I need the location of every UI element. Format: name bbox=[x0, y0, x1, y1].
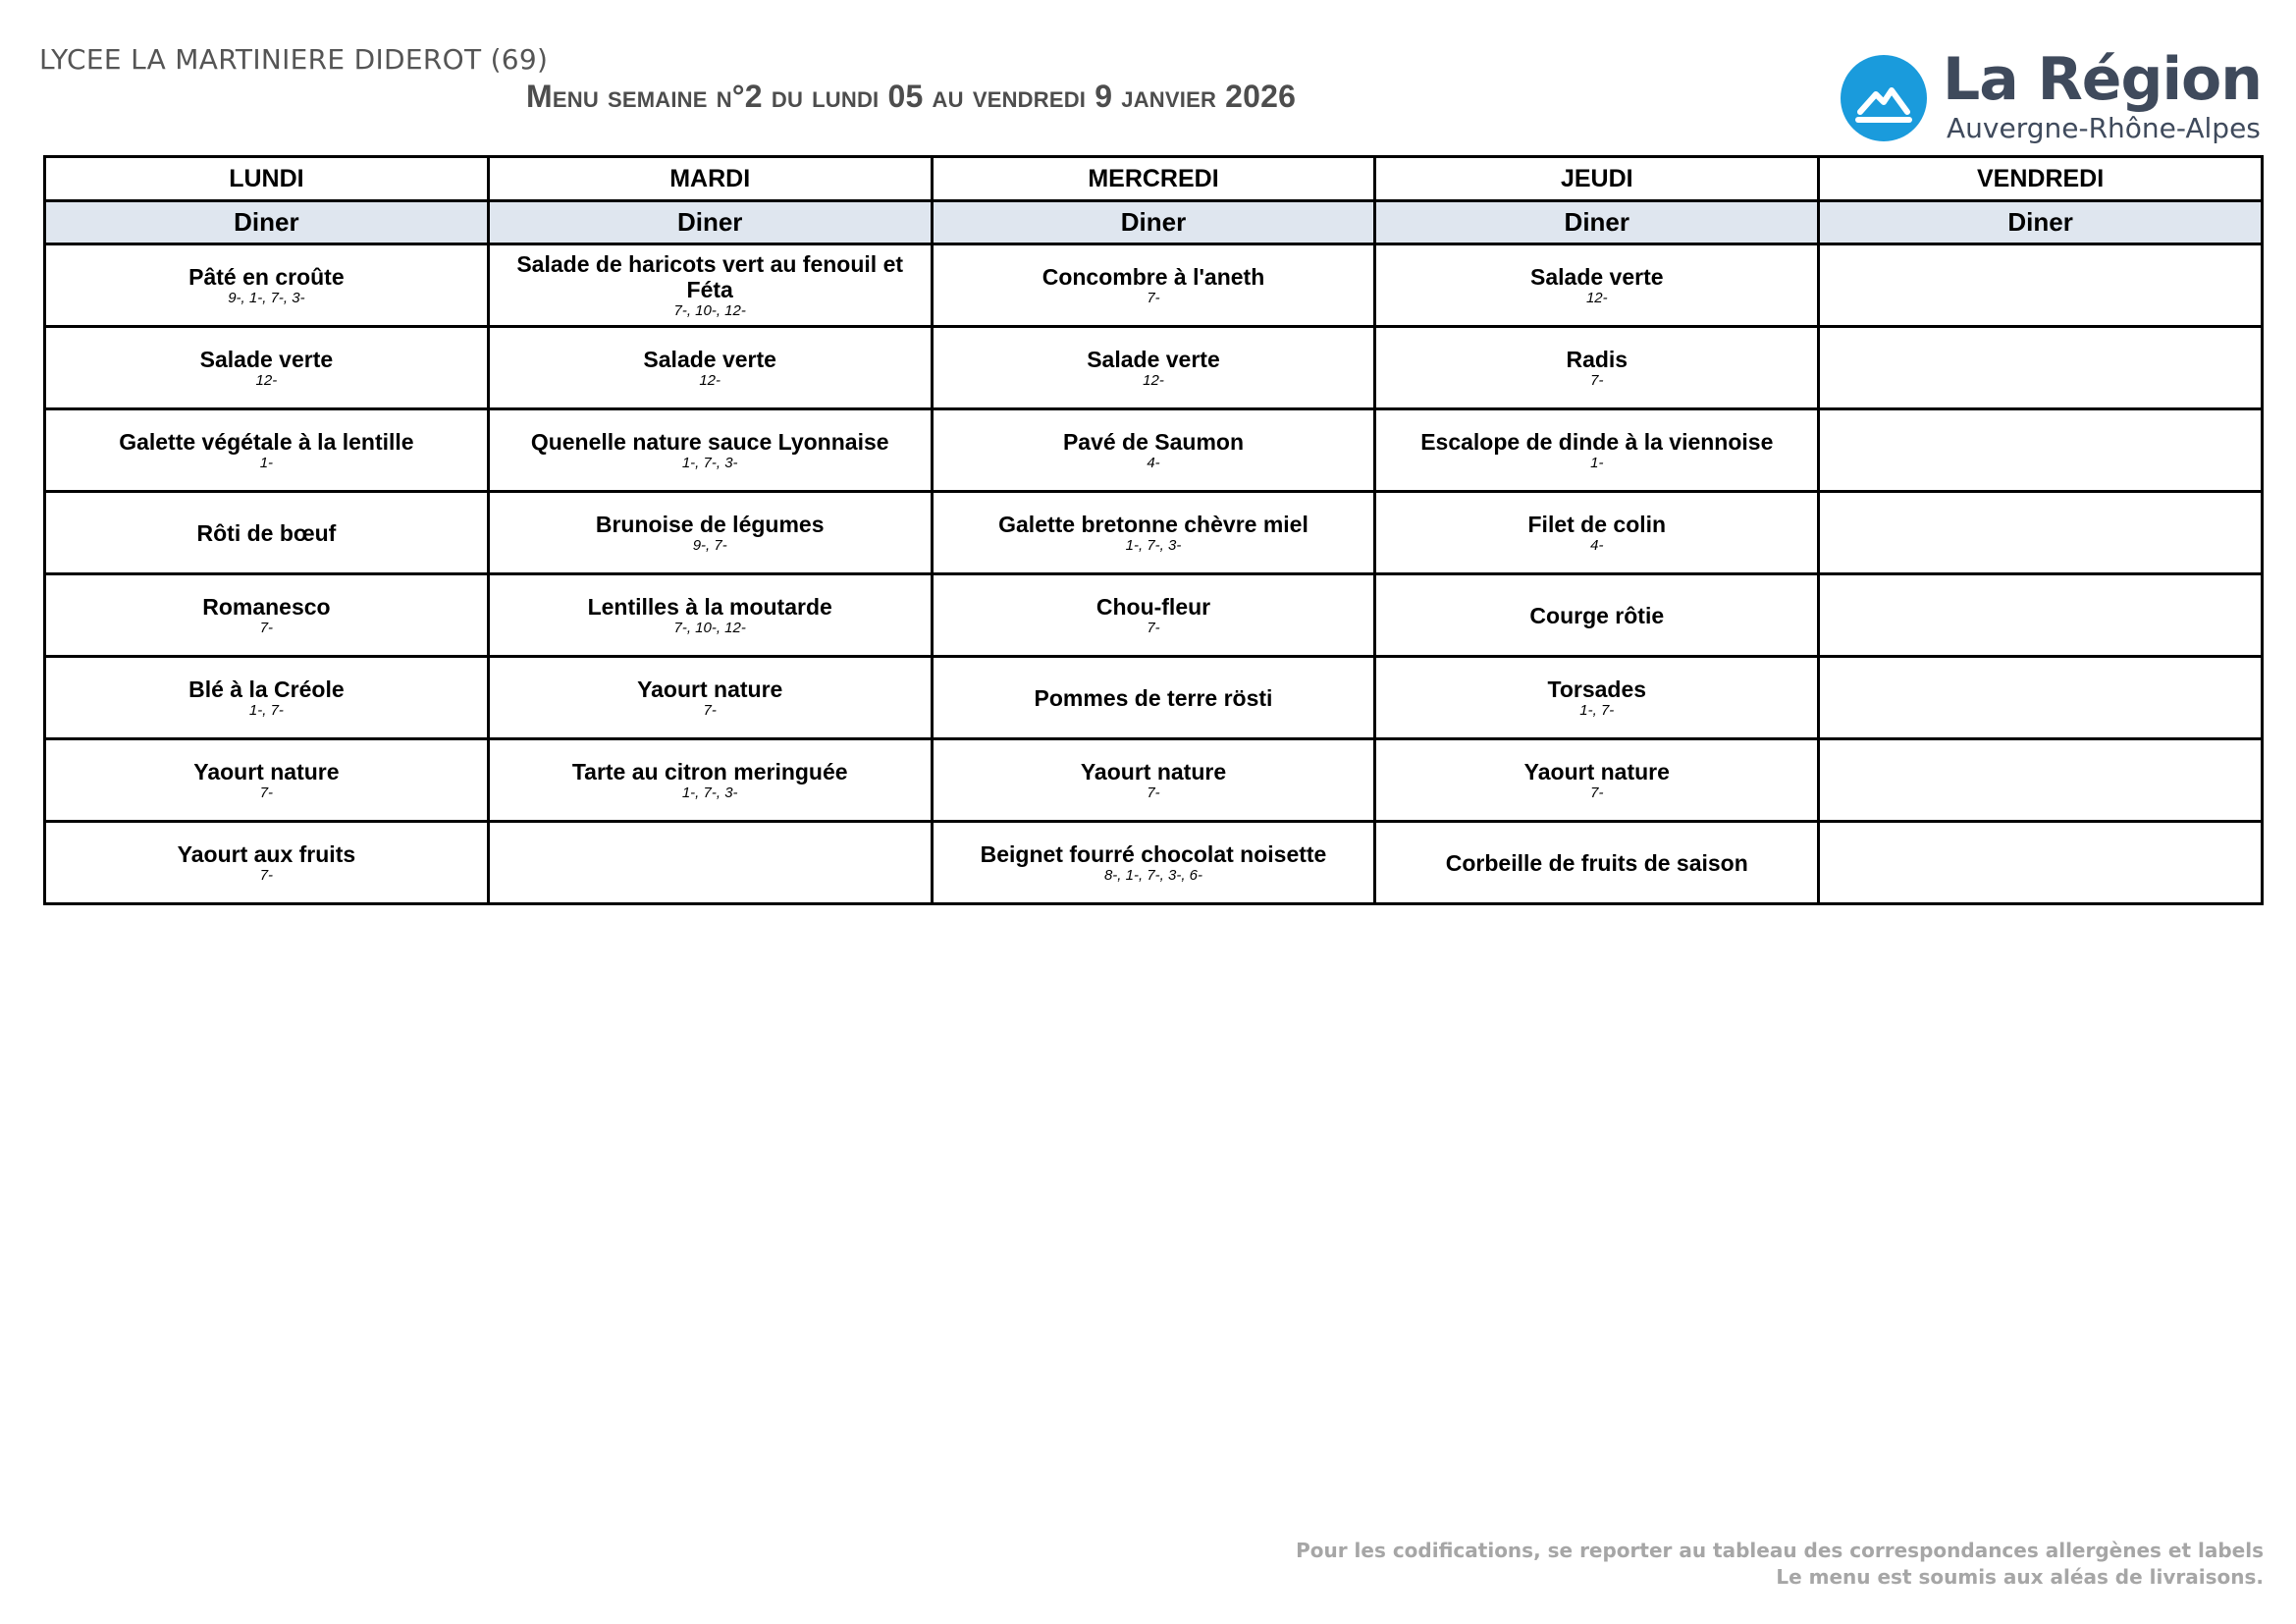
dish-name: Yaourt nature bbox=[1523, 758, 1670, 785]
meal-header: Diner bbox=[1819, 201, 2263, 244]
table-row bbox=[45, 822, 2263, 904]
dish-name: Escalope de dinde à la viennoise bbox=[1420, 428, 1774, 455]
mountain-logo-icon bbox=[1841, 55, 1927, 141]
allergen-codes: 1-, 7-, 3- bbox=[681, 784, 738, 801]
menu-cell bbox=[1375, 657, 1819, 739]
menu-cell bbox=[488, 327, 932, 409]
menu-cell bbox=[45, 574, 489, 657]
allergen-codes: 1-, 7- bbox=[1579, 701, 1615, 719]
allergen-codes: 7- bbox=[1147, 289, 1160, 306]
meal-header: Diner bbox=[932, 201, 1375, 244]
menu-cell bbox=[932, 739, 1375, 822]
dish-name: Pommes de terre rösti bbox=[1034, 684, 1273, 711]
allergen-codes: 7-, 10-, 12- bbox=[673, 301, 746, 319]
allergen-codes: 7-, 10-, 12- bbox=[673, 619, 746, 636]
menu-cell bbox=[488, 574, 932, 657]
menu-cell bbox=[45, 409, 489, 492]
dish-name: Quenelle nature sauce Lyonnaise bbox=[530, 428, 889, 455]
menu-cell bbox=[488, 822, 932, 904]
dish-name: Torsades bbox=[1547, 676, 1647, 702]
dish-name: Yaourt nature bbox=[1080, 758, 1227, 785]
allergen-codes: 9-, 7- bbox=[692, 536, 727, 554]
footer-note bbox=[1296, 1538, 2264, 1591]
menu-cell bbox=[1819, 739, 2263, 822]
menu-cell bbox=[932, 409, 1375, 492]
allergen-codes: 7- bbox=[1590, 371, 1604, 389]
menu-cell bbox=[488, 244, 932, 327]
table-row bbox=[45, 492, 2263, 574]
menu-cell bbox=[1819, 409, 2263, 492]
menu-cell bbox=[45, 327, 489, 409]
menu-cell bbox=[488, 409, 932, 492]
dish-name: Galette végétale à la lentille bbox=[119, 428, 414, 455]
dish-name: Salade verte bbox=[199, 346, 334, 372]
menu-cell bbox=[1375, 409, 1819, 492]
menu-cell bbox=[932, 327, 1375, 409]
table-row bbox=[45, 657, 2263, 739]
meal-header: Diner bbox=[488, 201, 932, 244]
menu-cell bbox=[1819, 244, 2263, 327]
allergen-codes: 1-, 7-, 3- bbox=[681, 454, 738, 471]
allergen-codes: 12- bbox=[255, 371, 278, 389]
day-header: VENDREDI bbox=[1819, 157, 2263, 201]
logo-subtitle: Auvergne-Rhône-Alpes bbox=[1947, 112, 2261, 144]
menu-title: Menu semaine n°2 du lundi 05 au vendredi 9 janvier 2026 bbox=[526, 79, 1297, 114]
meal-header-row bbox=[45, 201, 2263, 244]
logo-title: La Région bbox=[1943, 45, 2262, 114]
dish-name: Salade verte bbox=[1530, 263, 1664, 290]
menu-cell bbox=[932, 657, 1375, 739]
dish-name: Beignet fourré chocolat noisette bbox=[980, 840, 1327, 867]
menu-body bbox=[45, 244, 2263, 904]
menu-cell bbox=[932, 492, 1375, 574]
meal-header: Diner bbox=[1375, 201, 1819, 244]
dish-name: Salade de haricots vert au fenouil et Féta bbox=[516, 250, 904, 302]
dish-name: Radis bbox=[1566, 346, 1629, 372]
allergen-codes: 7- bbox=[259, 866, 274, 884]
dish-name: Tarte au citron meringuée bbox=[571, 758, 848, 785]
menu-cell bbox=[1375, 327, 1819, 409]
table-row bbox=[45, 739, 2263, 822]
dish-name: Rôti de bœuf bbox=[196, 519, 337, 546]
dish-name: Brunoise de légumes bbox=[595, 511, 825, 537]
allergen-codes: 1-, 7- bbox=[248, 701, 284, 719]
table-row bbox=[45, 409, 2263, 492]
dish-name: Yaourt aux fruits bbox=[177, 840, 356, 867]
table-row bbox=[45, 327, 2263, 409]
menu-cell bbox=[488, 657, 932, 739]
menu-cell bbox=[1819, 657, 2263, 739]
dish-name: Chou-fleur bbox=[1095, 593, 1211, 620]
footer-delivery-note: Le menu est soumis aux aléas de livraisons. bbox=[1776, 1565, 2264, 1589]
menu-cell bbox=[45, 822, 489, 904]
menu-cell bbox=[488, 739, 932, 822]
table-row bbox=[45, 574, 2263, 657]
dish-name: Yaourt nature bbox=[193, 758, 340, 785]
dish-name: Romanesco bbox=[202, 593, 331, 620]
day-header: MARDI bbox=[488, 157, 932, 201]
menu-cell bbox=[1375, 244, 1819, 327]
allergen-codes: 1- bbox=[1590, 454, 1604, 471]
dish-name: Blé à la Créole bbox=[188, 676, 345, 702]
dish-name: Pâté en croûte bbox=[188, 263, 345, 290]
allergen-codes: 4- bbox=[1147, 454, 1160, 471]
allergen-codes: 7- bbox=[259, 619, 274, 636]
school-name: LYCEE LA MARTINIERE DIDEROT (69) bbox=[39, 43, 549, 76]
menu-cell bbox=[1375, 492, 1819, 574]
footer-codification-note: Pour les codifications, se reporter au tableau des correspondances allergènes et labels bbox=[1296, 1539, 2264, 1562]
allergen-codes: 1- bbox=[259, 454, 274, 471]
dish-name: Courge rôtie bbox=[1529, 602, 1665, 628]
table-row bbox=[45, 244, 2263, 327]
day-header: JEUDI bbox=[1375, 157, 1819, 201]
region-logo bbox=[1841, 45, 2272, 149]
day-header: MERCREDI bbox=[932, 157, 1375, 201]
allergen-codes: 7- bbox=[1147, 784, 1160, 801]
allergen-codes: 12- bbox=[699, 371, 721, 389]
allergen-codes: 7- bbox=[1147, 619, 1160, 636]
day-header-row bbox=[45, 157, 2263, 201]
menu-cell bbox=[1375, 822, 1819, 904]
menu-cell bbox=[45, 739, 489, 822]
menu-cell bbox=[1819, 822, 2263, 904]
menu-cell bbox=[45, 244, 489, 327]
dish-name: Salade verte bbox=[1087, 346, 1220, 372]
allergen-codes: 8-, 1-, 7-, 3-, 6- bbox=[1103, 866, 1202, 884]
menu-cell bbox=[1375, 574, 1819, 657]
menu-cell bbox=[1819, 492, 2263, 574]
allergen-codes: 12- bbox=[1143, 371, 1164, 389]
meal-header: Diner bbox=[45, 201, 489, 244]
dish-name: Filet de colin bbox=[1527, 511, 1667, 537]
allergen-codes: 1-, 7-, 3- bbox=[1125, 536, 1182, 554]
menu-cell bbox=[932, 822, 1375, 904]
allergen-codes: 7- bbox=[703, 701, 717, 719]
menu-cell bbox=[932, 244, 1375, 327]
dish-name: Concombre à l'aneth bbox=[1041, 263, 1265, 290]
allergen-codes: 12- bbox=[1585, 289, 1608, 306]
dish-name: Salade verte bbox=[643, 346, 776, 372]
menu-cell bbox=[932, 574, 1375, 657]
dish-name: Galette bretonne chèvre miel bbox=[998, 511, 1308, 537]
allergen-codes: 7- bbox=[1590, 784, 1604, 801]
allergen-codes: 4- bbox=[1590, 536, 1604, 554]
dish-name: Pavé de Saumon bbox=[1062, 428, 1245, 455]
dish-name: Corbeille de fruits de saison bbox=[1445, 849, 1748, 876]
allergen-codes: 7- bbox=[259, 784, 274, 801]
menu-cell bbox=[488, 492, 932, 574]
menu-cell bbox=[1375, 739, 1819, 822]
allergen-codes: 9-, 1-, 7-, 3- bbox=[228, 289, 305, 306]
menu-table bbox=[43, 155, 2264, 905]
menu-cell bbox=[1819, 327, 2263, 409]
dish-name: Lentilles à la moutarde bbox=[587, 593, 832, 620]
dish-name: Yaourt nature bbox=[637, 676, 783, 702]
menu-cell bbox=[45, 492, 489, 574]
menu-cell bbox=[1819, 574, 2263, 657]
day-header: LUNDI bbox=[45, 157, 489, 201]
menu-cell bbox=[45, 657, 489, 739]
